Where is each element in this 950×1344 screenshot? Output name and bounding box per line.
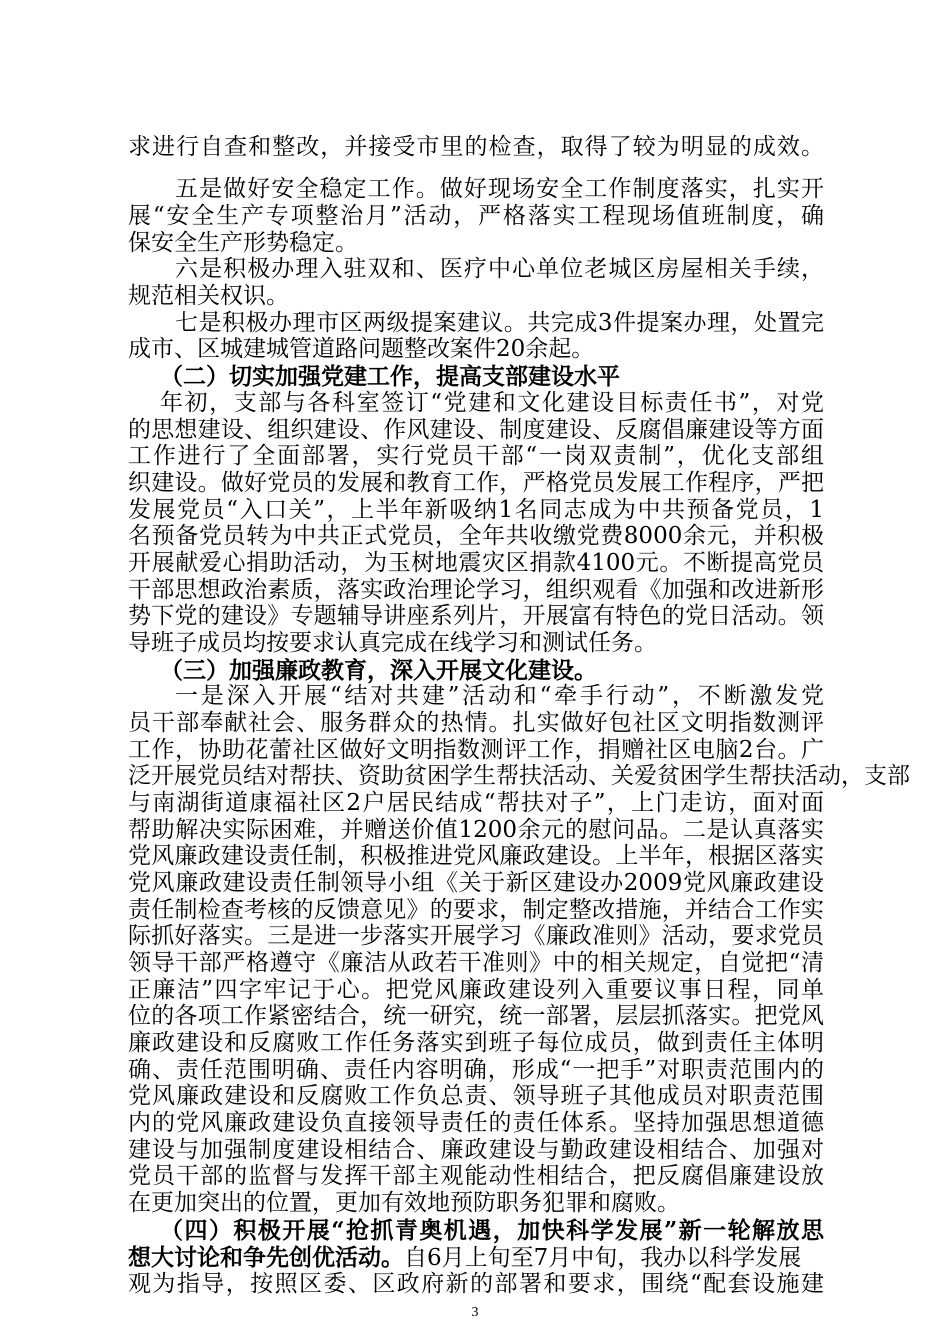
section-heading-tail: 想大讨论和争先创优活动。 [128,1244,404,1271]
paragraph-line: 一是深入开展“结对共建”活动和“牵手行动”，不断激发党 [175,683,824,709]
paragraph-line: 年初，支部与各科室签订“党建和文化建设目标责任书”，对党 [160,390,824,416]
paragraph-line: 导班子成员均按要求认真完成在线学习和测试任务。 [128,630,657,656]
paragraph-line: 位的各项工作紧密结合，统一研究，统一部署，层层抓落实。把党风 [128,1003,824,1029]
paragraph-text: 自6月上旬至7月中旬，我办以科学发展 [404,1245,802,1271]
paragraph-line: 发展党员“入口关”，上半年新吸纳1名同志成为中共预备党员，1 [128,497,824,523]
paragraph-line: 领导干部严格遵守《廉洁从政若干准则》中的相关规定，自觉把“清 [128,950,824,976]
paragraph-line: 六是积极办理入驻双和、医疗中心单位老城区房屋相关手续， [175,256,824,282]
paragraph-line: 泛开展党员结对帮扶、资助贫困学生帮扶活动、关爱贫困学生帮扶活动，支部 [128,763,910,789]
paragraph-line: 保安全生产形势稳定。 [128,230,358,256]
paragraph-line: 势下党的建设》专题辅导讲座系列片，开展富有特色的党日活动。领 [128,603,824,629]
section-heading: （二）切实加强党建工作，提高支部建设水平 [160,363,620,390]
page-number: 3 [471,1305,479,1320]
section-heading: （四）积极开展“抢抓青奥机遇，加快科学发展”新一轮解放思 [160,1217,824,1244]
paragraph-line: 成市、区城建城管道路问题整改案件20余起。 [128,336,595,362]
paragraph-line: 廉政建设和反腐败工作任务落实到班子每位成员，做到责任主体明 [128,1030,824,1056]
paragraph-line: 党员干部的监督与发挥干部主观能动性相结合，把反腐倡廉建设放 [128,1163,824,1189]
paragraph-line: 际抓好落实。三是进一步落实开展学习《廉政准则》活动，要求党员 [128,923,824,949]
paragraph-line: 工作，协助花蕾社区做好文明指数测评工作，捐赠社区电脑2台。广 [128,737,824,763]
paragraph-line: 规范相关权识。 [128,283,289,309]
paragraph-line: 工作进行了全面部署，实行党员干部“一岗双责制”，优化支部组 [128,443,824,469]
paragraph-line: 与南湖街道康福社区2户居民结成“帮扶对子”，上门走访，面对面 [128,790,824,816]
paragraph-line: 党风廉政建设责任制领导小组《关于新区建设办2009党风廉政建设 [128,870,824,896]
paragraph-line: 正廉洁”四字牢记于心。把党风廉政建设列入重要议事日程，同单 [128,977,824,1003]
paragraph-line: 干部思想政治素质，落实政治理论学习，组织观看《加强和改进新形 [128,577,824,603]
paragraph-line: 开展献爱心捐助活动，为玉树地震灾区捐款4100元。不断提高党员 [128,550,824,576]
paragraph-line: 七是积极办理市区两级提案建议。共完成3件提案办理，处置完 [175,310,824,336]
paragraph-line: 党风廉政建设责任制，积极推进党风廉政建设。上半年，根据区落实 [128,843,824,869]
paragraph-line: 求进行自查和整改，并接受市里的检查，取得了较为明显的成效。 [128,134,824,160]
paragraph-line: 建设与加强制度建设相结合、廉政建设与勤政建设相结合、加强对 [128,1137,824,1163]
paragraph-line: 责任制检查考核的反馈意见》的要求，制定整改措施，并结合工作实 [128,897,824,923]
paragraph-line: 在更加突出的位置，更加有效地预防职务犯罪和腐败。 [128,1190,680,1216]
paragraph-line: 展“安全生产专项整治月”活动，严格落实工程现场值班制度，确 [128,203,824,229]
paragraph-line: 帮助解决实际困难，并赠送价值1200余元的慰问品。二是认真落实 [128,817,824,843]
paragraph-line: 党风廉政建设和反腐败工作负总责、领导班子其他成员对职责范围 [128,1083,824,1109]
paragraph-line: 的思想建设、组织建设、作风建设、制度建设、反腐倡廉建设等方面 [128,417,824,443]
paragraph-line: 观为指导，按照区委、区政府新的部署和要求，围绕“配套设施建 [128,1271,824,1297]
section-heading: （三）加强廉政教育，深入开展文化建设。 [160,657,597,684]
paragraph-line: 员干部奉献社会、服务群众的热情。扎实做好包社区文明指数测评 [128,710,824,736]
paragraph-line: 内的党风廉政建设负直接领导责任的责任体系。坚持加强思想道德 [128,1110,824,1136]
paragraph-line: 名预备党员转为中共正式党员，全年共收缴党费8000余元，并积极 [128,523,824,549]
paragraph-line: 五是做好安全稳定工作。做好现场安全工作制度落实，扎实开 [175,176,824,202]
paragraph-line [128,1244,824,1272]
paragraph-line: 织建设。做好党员的发展和教育工作，严格党员发展工作程序，严把 [128,470,824,496]
paragraph-line: 确、责任范围明确、责任内容明确，形成“一把手”对职责范围内的 [128,1057,824,1083]
